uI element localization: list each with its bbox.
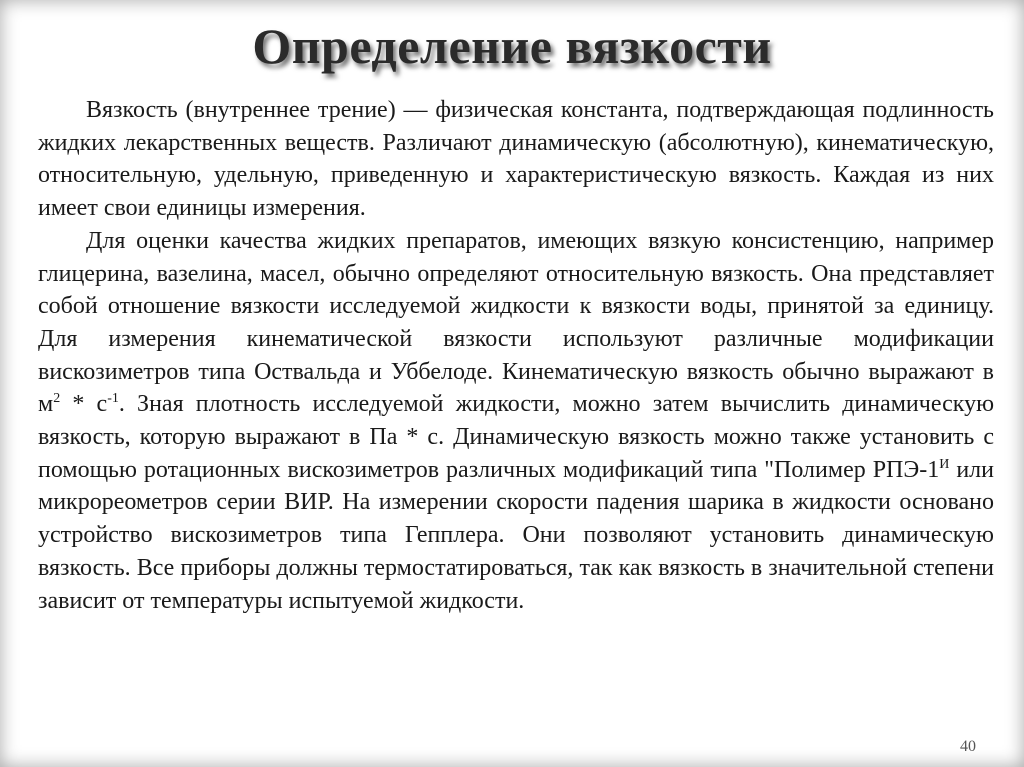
paragraph-measurement-part3: . Зная плотность исследуемой жидкости, можно затем вычислить динамическую вязкость, которую выражают в Па * с. Динамическую вязкость можно также установить с помощью ротационных вискозиметров различных модификаций типа "Полимер РПЭ-1 — [38, 391, 995, 483]
paragraph-measurement-part4: или микрореометров серии ВИР. На измерении скорости падения шарика в жидкости основано устройство вискозиметров типа Гепплера. Они позволяют установить динамическую вязкость. Все приборы должны термостатироваться, так как вязкость в значительной степени зависит от температуры испытуемой жидкости. — [38, 456, 994, 614]
paragraph-measurement — [38, 225, 994, 617]
paragraph-definition: Вязкость (внутреннее трение) — физическая константа, подтверждающая подлинность жидких лекарственных веществ. Различают динамическую (абсолютную), кинематическую, относительную, удельную, приведенную и характеристическую вязкость. Каждая из них имеет свои единицы измерения. — [38, 97, 994, 222]
paragraph-measurement-part2: * с — [60, 391, 108, 418]
superscript-i: И — [939, 456, 950, 472]
superscript-minus-1: -1 — [107, 391, 119, 407]
page-number: 40 — [960, 738, 976, 755]
superscript-2: 2 — [53, 391, 61, 407]
slide-body — [38, 94, 994, 617]
slide-title: Определение вязкости — [252, 18, 772, 74]
paragraph-measurement-part1: Для оценки качества жидких препаратов, имеющих вязкую консистенцию, например глицерина, вазелина, масел, обычно определяют относительную вязкость. Она представляет собой отношение вязкости исследуемой жидкости к вязкости воды, принятой за единицу. Для измерения кинематической вязкости используют различные модификации вискозиметров типа Оствальда и Уббелоде. Кинематическую вязкость обычно выражают в м — [38, 227, 994, 418]
